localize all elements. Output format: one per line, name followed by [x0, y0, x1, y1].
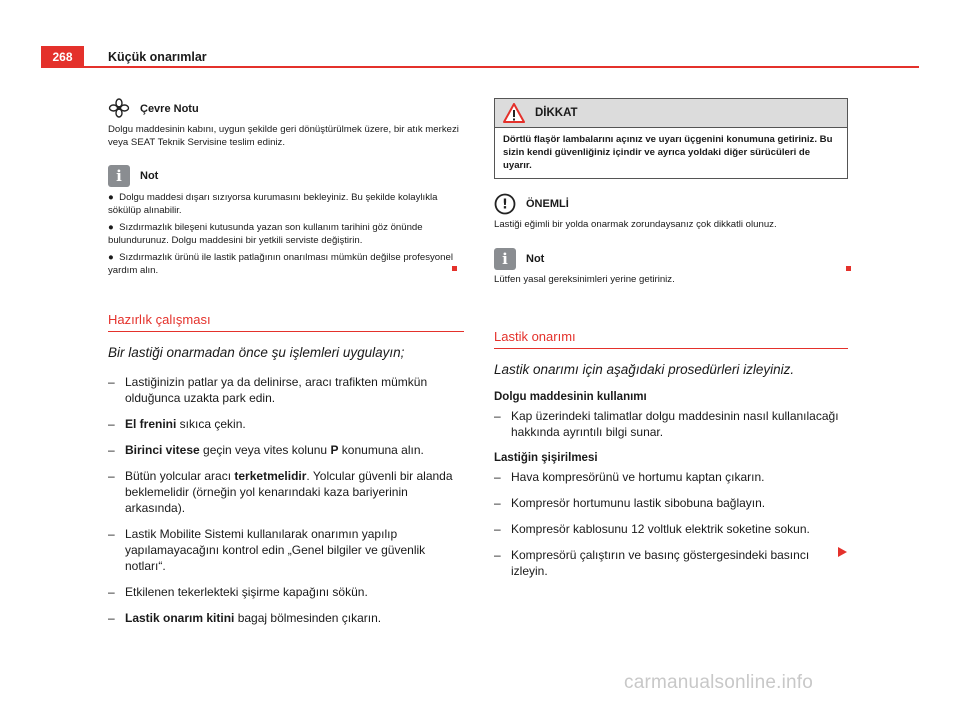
environment-note-title: Çevre Notu [140, 103, 199, 115]
note-box-1 [108, 165, 464, 277]
step-item: – El frenini sıkıca çekin. [108, 417, 246, 431]
left-column [108, 98, 464, 636]
note-header-2 [494, 248, 848, 270]
chapter-title: Küçük onarımlar [108, 50, 207, 64]
subhead-inflate: Lastiğin şişirilmesi [494, 452, 598, 464]
important-box [494, 193, 848, 231]
svg-text:!: ! [502, 197, 508, 213]
step-item: – Lastik onarım kitini bagaj bölmesinden çıkarın. [108, 611, 382, 625]
note-header-1 [108, 165, 464, 187]
important-icon [494, 193, 516, 215]
flower-icon [108, 98, 130, 120]
step-item: – Kompresörü çalıştırın ve basınç göstergesindeki basıncı izleyin. [494, 548, 810, 578]
prep-subtitle: Bir lastiği onarmadan önce şu işlemleri uygulayın; [108, 345, 405, 360]
note-title-2: Not [526, 253, 545, 265]
step-item: – Bütün yolcular aracı terketmelidir. Yolcular güvenli bir alanda beklemelidir (örneğin yol kenarındaki kaza bariyerinin arkasında). [108, 469, 453, 515]
end-mark [452, 266, 457, 271]
step-item: – Lastik Mobilite Sistemi kullanılarak onarımın yapılıp yapılamayacağını kontrol edin „Genel bilgiler ve güvenlik notları“. [108, 527, 426, 573]
repair-subtitle: Lastik onarımı için aşağıdaki prosedürleri izleyiniz. [494, 362, 795, 377]
warning-triangle-icon [503, 103, 525, 123]
section-title-repair: Lastik onarımı [494, 329, 848, 349]
step-item: – Lastiğinizin patlar ya da delinirse, aracı trafikten mümkün olduğunca uzakta park edin. [108, 375, 428, 405]
step-item: – Etkilenen tekerlekteki şişirme kapağını sökün. [108, 585, 368, 599]
important-title: ÖNEMLİ [526, 198, 569, 210]
step-item: – Kompresör kablosunu 12 voltluk elektrik soketine sokun. [494, 522, 810, 536]
note-bullet: ● Sızdırmazlık bileşeni kutusunda yazan son kullanım tarihini göz önünde bulundurunuz. Dolgu maddesini bir yetkili serviste değiştirin. [108, 222, 423, 246]
header-rule [84, 66, 919, 68]
subhead-filler: Dolgu maddesinin kullanımı [494, 391, 647, 403]
continue-arrow-icon [838, 547, 847, 557]
info-icon: i [108, 165, 130, 187]
warning-title: DİKKAT [535, 107, 578, 119]
important-header [494, 193, 848, 215]
warning-box [494, 98, 848, 179]
watermark: carmanualsonline.info [624, 672, 814, 693]
step-item: – Hava kompresörünü ve hortumu kaptan çıkarın. [494, 470, 765, 484]
note-title-1: Not [140, 170, 159, 182]
prep-section [108, 312, 464, 626]
section-title-prep: Hazırlık çalışması [108, 312, 464, 332]
step-item: – Birinci vitese geçin veya vites kolunu P konumuna alın. [108, 443, 424, 457]
step-item: – Kap üzerindeki talimatlar dolgu maddesinin nasıl kullanılacağı hakkında ayrıntılı bilgi sunar. [494, 409, 839, 439]
prep-steps [108, 374, 464, 626]
end-mark [846, 266, 851, 271]
page-number: 268 [41, 46, 84, 68]
warning-text: Dörtlü flaşör lambalarını açınız ve uyarı üçgenini konumuna getiriniz. Bu sizin kendi güvenliğiniz içindir ve ayrıca yoldaki diğer sürücüleri de uyarır. [503, 134, 833, 171]
right-column [494, 98, 848, 589]
info-icon: i [494, 248, 516, 270]
repair-section [494, 329, 848, 579]
note-bullet: ● Dolgu maddesi dışarı sızıyorsa kurumasını bekleyiniz. Bu şekilde kolaylıkla sökülüp alınabilir. [108, 192, 438, 216]
environment-note [108, 98, 464, 149]
warning-header [495, 99, 847, 128]
environment-note-header [108, 98, 464, 120]
note-text-2: Lütfen yasal gereksinimleri yerine getiriniz. [494, 274, 675, 285]
important-text: Lastiği eğimli bir yolda onarmak zorundaysanız çok dikkatli olunuz. [494, 219, 777, 230]
environment-note-text: Dolgu maddesinin kabını, uygun şekilde geri dönüştürülmek üzere, bir atık merkezi veya SEAT Teknik Servisine teslim ediniz. [108, 124, 459, 148]
step-item: – Kompresör hortumunu lastik sibobuna bağlayın. [494, 496, 766, 510]
note-box-2 [494, 248, 848, 286]
note-bullet: ● Sızdırmazlık ürünü ile lastik patlağının onarılması mümkün değilse profesyonel yardım alın. [108, 252, 453, 276]
